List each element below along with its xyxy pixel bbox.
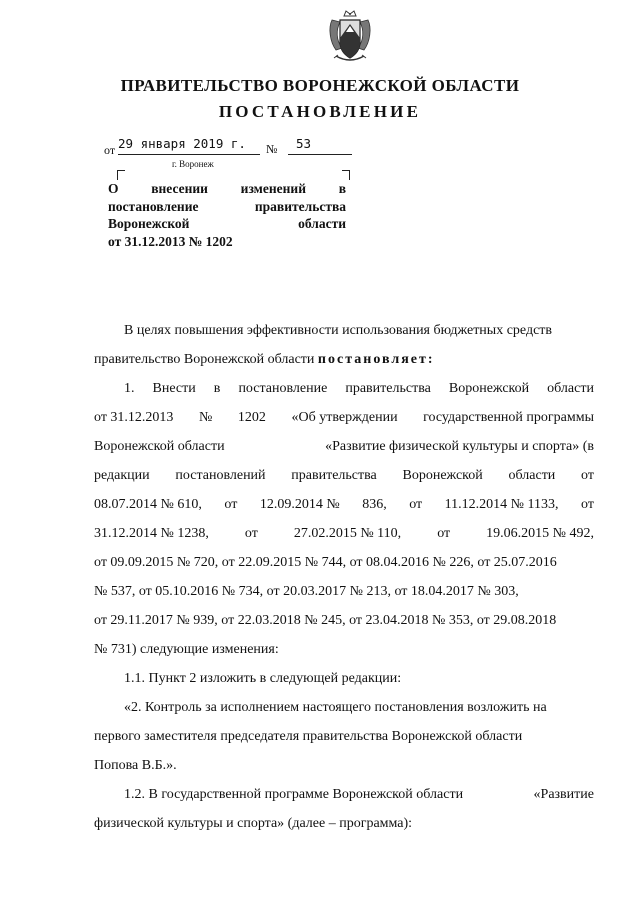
resolution-keyword: постановляет:	[317, 352, 435, 367]
coat-of-arms-emblem	[326, 8, 374, 66]
body-word: «Развитие физической культуры и спорта» (в	[325, 439, 594, 454]
body-fragment: правительство Воронежской области	[94, 352, 318, 367]
body-line: физической культуры и спорта» (далее – программа):	[94, 816, 413, 831]
body-word: правительства	[291, 468, 377, 483]
body-word: в	[213, 381, 221, 396]
subject-line	[108, 215, 346, 233]
organization-title: ПРАВИТЕЛЬСТВО ВОРОНЕЖСКОЙ ОБЛАСТИ	[120, 76, 520, 95]
document-type-heading: ПОСТАНОВЛЕНИЕ	[218, 102, 422, 121]
body-word: от	[224, 497, 238, 512]
body-word: 1.2. В государственной программе Воронежской области	[124, 787, 464, 802]
body-line	[94, 519, 594, 548]
body-word: от	[581, 468, 594, 483]
body-word: постановление	[238, 381, 328, 396]
body-line: В целях повышения эффективности использования бюджетных средств	[124, 323, 553, 338]
city-label: г. Воронеж	[172, 159, 214, 169]
subject-line: от 31.12.2013 № 1202	[108, 233, 233, 249]
body-word: Внести	[152, 381, 196, 396]
body-word: Воронежской	[448, 381, 530, 396]
body-line: от 09.09.2015 № 720, от 22.09.2015 № 744, от 08.04.2016 № 226, от 25.07.2016	[94, 555, 557, 570]
body-line	[94, 461, 594, 490]
subject-word: изменений	[240, 181, 306, 196]
body-word: 836,	[362, 497, 387, 512]
body-word: 08.07.2014 № 610,	[94, 497, 202, 512]
body-line: № 537, от 05.10.2016 № 734, от 20.03.2017 № 213, от 18.04.2017 № 303,	[94, 584, 519, 599]
body-word: области	[508, 468, 556, 483]
document-subject	[108, 180, 346, 250]
body-line: № 731) следующие изменения:	[94, 642, 279, 657]
date-prefix: от	[104, 143, 116, 157]
number-prefix: №	[266, 142, 278, 156]
body-line: Попова В.Б.».	[94, 758, 177, 773]
body-word: от	[244, 526, 258, 541]
body-line	[94, 432, 594, 461]
subject-line	[108, 180, 346, 198]
corner-bracket-right	[342, 170, 350, 180]
subject-word: внесении	[151, 181, 208, 196]
body-word: постановлений	[175, 468, 266, 483]
body-line: от 29.11.2017 № 939, от 22.03.2018 № 245, от 23.04.2018 № 353, от 29.08.2018	[94, 613, 557, 628]
corner-bracket-left	[117, 170, 125, 180]
body-word: от	[437, 526, 451, 541]
body-word: правительства	[345, 381, 431, 396]
body-word: от	[409, 497, 423, 512]
document-number-field	[288, 136, 352, 155]
subject-word: Воронежской	[108, 216, 190, 231]
body-word: от	[581, 497, 594, 512]
subject-word: в	[338, 181, 346, 196]
body-line: «2. Контроль за исполнением настоящего постановления возложить на	[124, 700, 547, 715]
document-body	[94, 316, 594, 838]
subject-word: постановление	[108, 198, 199, 214]
subject-line	[108, 198, 346, 216]
body-line	[94, 374, 594, 403]
body-word: 1.	[124, 381, 135, 396]
body-line	[94, 345, 594, 374]
body-word: области	[547, 381, 594, 396]
body-line	[94, 780, 594, 809]
document-number: 53	[296, 136, 312, 151]
body-word: 19.06.2015 № 492,	[486, 526, 594, 541]
body-word: Воронежской области	[94, 439, 225, 454]
document-date: 29 января 2019 г.	[118, 136, 260, 155]
body-word: государственной программы	[423, 410, 594, 425]
body-line: 1.1. Пункт 2 изложить в следующей редакции:	[124, 671, 402, 686]
body-word: №	[199, 410, 213, 425]
body-word: 12.09.2014 №	[259, 497, 340, 512]
subject-word: правительства	[254, 198, 346, 214]
body-word: 27.02.2015 № 110,	[293, 526, 402, 541]
subject-word: О	[108, 181, 119, 196]
body-line	[94, 403, 594, 432]
body-word: 31.12.2014 № 1238,	[94, 526, 209, 541]
body-word: «Развитие	[533, 787, 594, 802]
body-line: первого заместителя председателя правительства Воронежской области	[94, 729, 523, 744]
body-word: от 31.12.2013	[94, 410, 174, 425]
body-word: 1202	[237, 410, 266, 425]
body-word: «Об утверждении	[291, 410, 398, 425]
body-word: Воронежской	[402, 468, 483, 483]
body-word: редакции	[94, 468, 150, 483]
body-line	[94, 490, 594, 519]
subject-word: области	[298, 216, 346, 231]
body-word: 11.12.2014 № 1133,	[444, 497, 559, 512]
